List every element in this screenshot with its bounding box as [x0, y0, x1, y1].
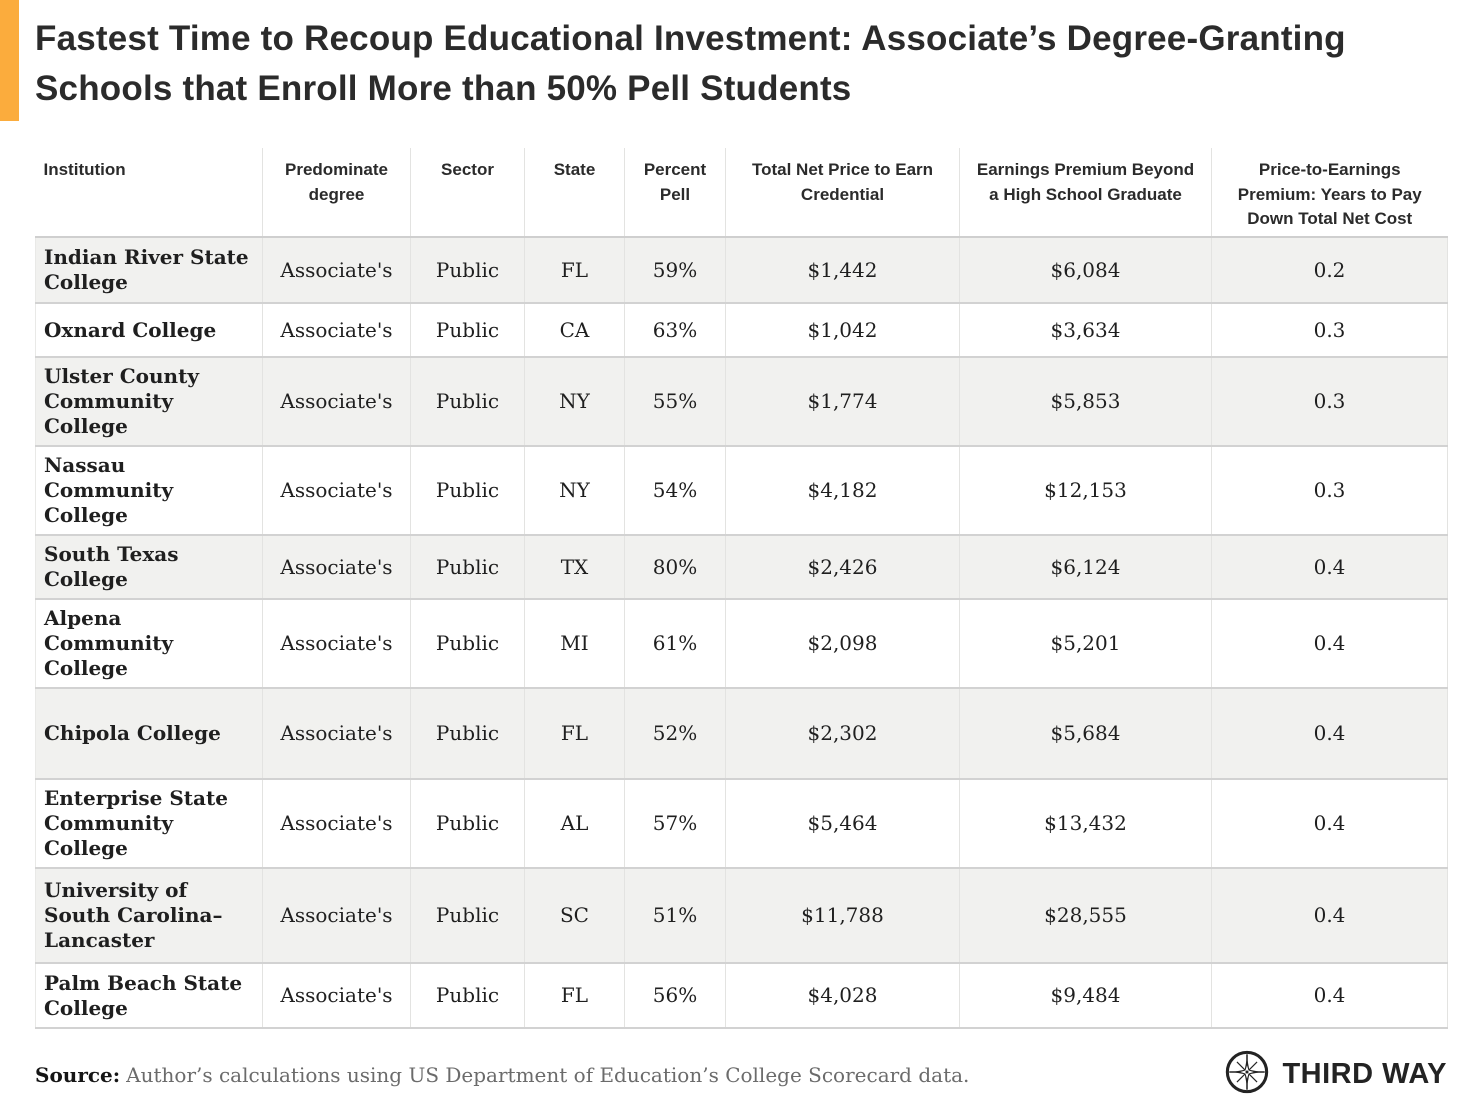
cell-years-to-pay: 0.4: [1212, 688, 1448, 779]
column-header-state: State: [525, 148, 625, 237]
table-header: [36, 148, 1448, 237]
cell-predominate-degree: Associate's: [263, 357, 411, 446]
cell-sector: Public: [411, 963, 525, 1028]
cell-state: SC: [525, 868, 625, 963]
cell-state: MI: [525, 599, 625, 688]
title-block: [0, 0, 1480, 121]
cell-earnings-premium: $3,634: [960, 303, 1212, 357]
logo-wordmark: THIRD WAY: [1282, 1058, 1447, 1090]
cell-percent-pell: 52%: [625, 688, 726, 779]
cell-state: TX: [525, 535, 625, 599]
cell-percent-pell: 57%: [625, 779, 726, 868]
source-label: Source:: [35, 1062, 121, 1087]
cell-earnings-premium: $6,124: [960, 535, 1212, 599]
table-row: [36, 779, 1448, 868]
cell-sector: Public: [411, 535, 525, 599]
cell-predominate-degree: Associate's: [263, 446, 411, 535]
cell-earnings-premium: $5,684: [960, 688, 1212, 779]
cell-years-to-pay: 0.4: [1212, 599, 1448, 688]
table-row: [36, 303, 1448, 357]
column-header-total-net-price: Total Net Price to Earn Credential: [726, 148, 960, 237]
cell-years-to-pay: 0.4: [1212, 868, 1448, 963]
cell-earnings-premium: $13,432: [960, 779, 1212, 868]
cell-state: FL: [525, 963, 625, 1028]
page-title-line-1: Fastest Time to Recoup Educational Investment: Associate’s Degree-Granting: [35, 19, 1346, 58]
table-row: [36, 868, 1448, 963]
cell-sector: Public: [411, 868, 525, 963]
table-body: [36, 237, 1448, 1028]
table-row: [36, 237, 1448, 303]
cell-institution: Palm Beach State College: [36, 963, 263, 1028]
cell-total-net-price: $4,028: [726, 963, 960, 1028]
cell-institution: University of South Carolina–Lancaster: [36, 868, 263, 963]
cell-total-net-price: $5,464: [726, 779, 960, 868]
table-row: [36, 599, 1448, 688]
cell-earnings-premium: $5,201: [960, 599, 1212, 688]
cell-state: NY: [525, 357, 625, 446]
cell-sector: Public: [411, 779, 525, 868]
cell-earnings-premium: $28,555: [960, 868, 1212, 963]
source-text: Author’s calculations using US Department of Education’s College Scorecard data.: [126, 1062, 970, 1087]
cell-institution: Chipola College: [36, 688, 263, 779]
column-header-price-to-earnings: Price-to-Earnings Premium: Years to Pay Down Total Net Cost: [1212, 148, 1448, 237]
cell-state: CA: [525, 303, 625, 357]
cell-total-net-price: $2,302: [726, 688, 960, 779]
source-line: [35, 1063, 969, 1087]
cell-institution: South Texas College: [36, 535, 263, 599]
accent-bar: [0, 0, 19, 121]
cell-predominate-degree: Associate's: [263, 868, 411, 963]
table-row: [36, 688, 1448, 779]
cell-total-net-price: $1,774: [726, 357, 960, 446]
column-header-percent-pell: Percent Pell: [625, 148, 726, 237]
cell-percent-pell: 56%: [625, 963, 726, 1028]
cell-total-net-price: $2,098: [726, 599, 960, 688]
cell-institution: Nassau Community College: [36, 446, 263, 535]
cell-percent-pell: 54%: [625, 446, 726, 535]
cell-state: AL: [525, 779, 625, 868]
table-header-row: [36, 148, 1448, 237]
cell-years-to-pay: 0.3: [1212, 357, 1448, 446]
cell-years-to-pay: 0.3: [1212, 303, 1448, 357]
cell-percent-pell: 51%: [625, 868, 726, 963]
cell-years-to-pay: 0.4: [1212, 779, 1448, 868]
cell-percent-pell: 61%: [625, 599, 726, 688]
cell-institution: Enterprise State Community College: [36, 779, 263, 868]
cell-predominate-degree: Associate's: [263, 303, 411, 357]
cell-predominate-degree: Associate's: [263, 688, 411, 779]
cell-percent-pell: 59%: [625, 237, 726, 303]
cell-sector: Public: [411, 599, 525, 688]
cell-state: NY: [525, 446, 625, 535]
cell-predominate-degree: Associate's: [263, 963, 411, 1028]
cell-total-net-price: $2,426: [726, 535, 960, 599]
cell-institution: Indian River State College: [36, 237, 263, 303]
cell-sector: Public: [411, 237, 525, 303]
cell-total-net-price: $4,182: [726, 446, 960, 535]
cell-years-to-pay: 0.4: [1212, 535, 1448, 599]
cell-sector: Public: [411, 303, 525, 357]
cell-predominate-degree: Associate's: [263, 779, 411, 868]
cell-predominate-degree: Associate's: [263, 599, 411, 688]
cell-earnings-premium: $9,484: [960, 963, 1212, 1028]
cell-state: FL: [525, 237, 625, 303]
table-row: [36, 963, 1448, 1028]
cell-sector: Public: [411, 446, 525, 535]
footer: [35, 1049, 1447, 1100]
table-row: [36, 446, 1448, 535]
column-header-earnings-premium: Earnings Premium Beyond a High School Graduate: [960, 148, 1212, 237]
cell-institution: Alpena Community College: [36, 599, 263, 688]
cell-sector: Public: [411, 688, 525, 779]
compass-star-icon: [1224, 1049, 1270, 1100]
cell-earnings-premium: $12,153: [960, 446, 1212, 535]
cell-predominate-degree: Associate's: [263, 237, 411, 303]
cell-percent-pell: 80%: [625, 535, 726, 599]
column-header-sector: Sector: [411, 148, 525, 237]
cell-institution: Ulster County Community College: [36, 357, 263, 446]
cell-institution: Oxnard College: [36, 303, 263, 357]
cell-predominate-degree: Associate's: [263, 535, 411, 599]
cell-total-net-price: $1,442: [726, 237, 960, 303]
cell-years-to-pay: 0.2: [1212, 237, 1448, 303]
cell-percent-pell: 55%: [625, 357, 726, 446]
page-title-line-2: Schools that Enroll More than 50% Pell Students: [35, 68, 852, 108]
cell-sector: Public: [411, 357, 525, 446]
recoup-time-table: [35, 148, 1448, 1029]
cell-total-net-price: $11,788: [726, 868, 960, 963]
column-header-institution: Institution: [36, 148, 263, 237]
table-row: [36, 535, 1448, 599]
cell-years-to-pay: 0.4: [1212, 963, 1448, 1028]
cell-state: FL: [525, 688, 625, 779]
cell-earnings-premium: $5,853: [960, 357, 1212, 446]
column-header-predominate-degree: Predominate degree: [263, 148, 411, 237]
cell-years-to-pay: 0.3: [1212, 446, 1448, 535]
table-row: [36, 357, 1448, 446]
cell-earnings-premium: $6,084: [960, 237, 1212, 303]
third-way-logo: [1224, 1049, 1447, 1100]
cell-percent-pell: 63%: [625, 303, 726, 357]
cell-total-net-price: $1,042: [726, 303, 960, 357]
